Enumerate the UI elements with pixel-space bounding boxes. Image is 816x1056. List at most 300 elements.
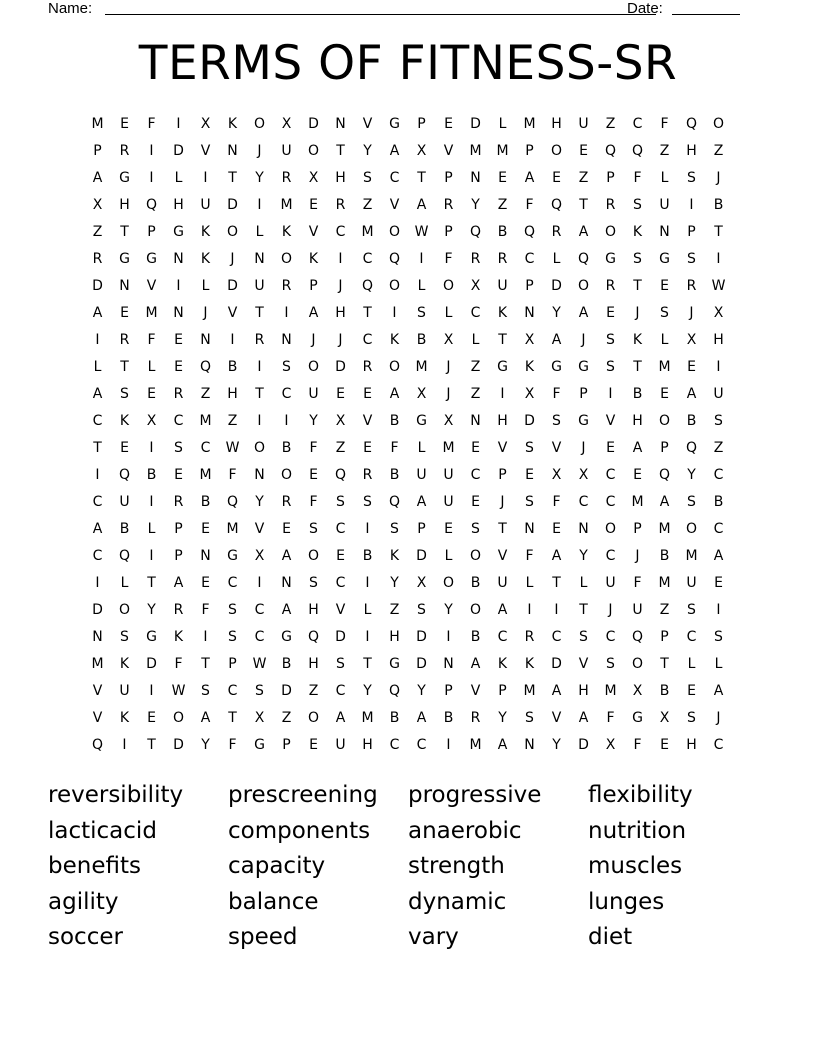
grid-letter: L [471,332,480,348]
grid-letter: S [282,359,291,375]
grid-letter: J [635,548,640,564]
grid-letter: R [362,359,373,375]
grid-letter: H [335,305,346,321]
grid-letter: P [174,521,183,537]
grid-letter: S [174,440,183,456]
grid-letter: H [686,143,697,159]
grid-letter: P [309,278,318,294]
grid-letter: S [228,602,237,618]
grid-letter: T [498,521,507,537]
grid-letter: M [523,116,536,132]
grid-letter: S [120,629,129,645]
grid-letter: S [606,359,615,375]
grid-letter: B [497,224,508,240]
grid-letter: P [444,224,453,240]
grid-letter: T [120,224,129,240]
grid-letter: M [199,413,212,429]
grid-letter: E [120,116,129,132]
grid-letter: J [500,494,505,510]
grid-letter: S [606,332,615,348]
grid-letter: G [173,224,184,240]
grid-letter: T [228,710,237,726]
grid-letter: Y [255,170,264,186]
grid-letter: D [173,737,184,753]
grid-letter: R [335,197,346,213]
grid-letter: T [255,305,264,321]
grid-letter: D [92,602,103,618]
grid-letter: S [363,170,372,186]
grid-letter: R [551,224,562,240]
grid-letter: H [362,737,373,753]
grid-letter: P [687,224,696,240]
grid-letter: E [579,143,588,159]
grid-letter: K [524,359,535,375]
grid-letter: O [307,359,320,375]
grid-letter: Q [226,494,239,510]
grid-letter: T [147,575,156,591]
grid-letter: S [471,521,480,537]
grid-letter: P [93,143,102,159]
grid-letter: I [500,386,505,402]
grid-letter: E [201,575,210,591]
grid-letter: Q [685,440,698,456]
grid-letter: S [687,170,696,186]
grid-letter: N [578,521,589,537]
grid-letter: R [173,602,184,618]
grid-letter: C [470,305,481,321]
grid-letter: L [660,170,669,186]
grid-letter: V [227,305,238,321]
grid-letter: U [308,386,319,402]
name-label: Name: [48,0,93,17]
grid-letter: I [716,602,721,618]
grid-letter: P [660,440,669,456]
grid-letter: C [605,548,616,564]
grid-letter: Z [659,602,670,618]
grid-letter: F [660,116,669,132]
grid-letter: X [659,710,670,726]
grid-letter: F [552,494,561,510]
grid-letter: S [201,683,210,699]
grid-letter: I [149,170,154,186]
grid-letter: O [604,521,617,537]
grid-letter: S [606,656,615,672]
header-line [48,0,748,20]
grid-letter: K [200,251,211,267]
grid-letter: X [632,683,643,699]
grid-letter: H [119,197,130,213]
grid-letter: P [498,467,507,483]
grid-letter: S [390,521,399,537]
grid-letter: T [93,440,102,456]
grid-letter: D [227,197,238,213]
grid-letter: H [308,656,319,672]
grid-letter: Q [91,737,104,753]
grid-letter: J [257,143,262,159]
grid-letter: O [388,359,401,375]
grid-letter: M [442,440,455,456]
grid-letter: A [578,305,589,321]
grid-letter: V [146,278,157,294]
grid-letter: Z [335,440,346,456]
grid-letter: M [604,683,617,699]
grid-letter: X [605,737,616,753]
grid-letter: C [254,629,265,645]
grid-letter: N [254,467,265,483]
grid-letter: A [632,440,643,456]
grid-letter: X [713,305,724,321]
grid-letter: A [497,602,508,618]
grid-letter: O [280,251,293,267]
grid-letter: Q [388,494,401,510]
grid-letter: A [524,170,535,186]
grid-letter: E [363,440,372,456]
grid-letter: E [309,737,318,753]
grid-letter: T [633,278,642,294]
grid-letter: A [686,386,697,402]
grid-letter: S [525,710,534,726]
grid-letter: A [416,494,427,510]
grid-letter: C [389,737,400,753]
grid-letter: G [659,251,670,267]
grid-letter: L [525,575,534,591]
grid-letter: E [120,440,129,456]
grid-letter: I [284,305,289,321]
grid-letter: L [201,278,210,294]
grid-letter: B [470,629,481,645]
grid-letter: C [416,737,427,753]
grid-letter: J [716,710,721,726]
grid-letter: G [389,656,400,672]
grid-letter: R [605,278,616,294]
grid-letter: P [660,629,669,645]
grid-letter: O [550,143,563,159]
grid-letter: J [716,170,721,186]
grid-letter: L [417,278,426,294]
grid-letter: B [713,494,724,510]
word-list-item: vary [408,924,459,951]
grid-letter: N [524,737,535,753]
grid-letter: B [632,386,643,402]
grid-letter: F [444,251,453,267]
grid-letter: A [416,710,427,726]
grid-letter: Q [145,197,158,213]
grid-letter: O [172,710,185,726]
grid-letter: H [497,413,508,429]
word-list-item: diet [588,924,633,951]
grid-letter: K [497,305,508,321]
grid-letter: A [578,710,589,726]
grid-letter: X [416,143,427,159]
grid-letter: V [470,683,481,699]
grid-letter: E [336,548,345,564]
grid-letter: S [120,386,129,402]
word-list-item: balance [228,888,319,915]
grid-letter: E [309,197,318,213]
grid-letter: T [363,305,372,321]
grid-letter: Q [577,251,590,267]
grid-letter: Z [227,413,238,429]
grid-letter: Y [417,683,426,699]
grid-letter: U [632,602,643,618]
grid-letter: S [336,494,345,510]
grid-letter: C [605,494,616,510]
grid-letter: C [92,548,103,564]
grid-letter: A [173,575,184,591]
grid-letter: B [200,494,211,510]
grid-letter: N [254,251,265,267]
grid-letter: P [444,683,453,699]
grid-letter: Z [200,386,211,402]
grid-letter: J [446,359,451,375]
grid-letter: T [660,656,669,672]
grid-letter: Q [307,629,320,645]
grid-letter: F [552,386,561,402]
grid-letter: Z [308,683,319,699]
grid-letter: H [308,602,319,618]
grid-letter: L [444,305,453,321]
grid-letter: H [632,413,643,429]
grid-letter: A [92,521,103,537]
grid-letter: P [174,548,183,564]
grid-letter: A [389,143,400,159]
grid-letter: V [497,440,508,456]
grid-letter: O [469,602,482,618]
grid-letter: V [362,116,373,132]
grid-letter: F [633,737,642,753]
grid-letter: M [226,521,239,537]
grid-letter: Z [362,197,373,213]
grid-letter: R [686,278,697,294]
grid-letter: O [388,278,401,294]
grid-letter: I [95,575,100,591]
grid-letter: Y [579,548,588,564]
grid-letter: Z [92,224,103,240]
grid-letter: T [633,359,642,375]
grid-letter: O [307,710,320,726]
grid-letter: A [389,386,400,402]
grid-letter: T [147,737,156,753]
grid-letter: Q [631,629,644,645]
grid-letter: S [417,602,426,618]
grid-letter: F [309,494,318,510]
grid-letter: B [281,440,292,456]
grid-letter: N [281,575,292,591]
grid-letter: G [119,251,130,267]
grid-letter: N [119,278,130,294]
grid-letter: V [92,710,103,726]
grid-letter: Z [389,602,400,618]
grid-letter: A [281,548,292,564]
grid-letter: I [203,170,208,186]
grid-letter: W [711,278,726,294]
grid-letter: L [444,548,453,564]
word-list-item: soccer [48,924,123,951]
grid-letter: M [91,656,104,672]
grid-letter: I [257,413,262,429]
grid-letter: Z [578,170,589,186]
grid-letter: H [686,737,697,753]
grid-letter: Q [523,224,536,240]
grid-letter: G [605,251,616,267]
grid-letter: V [578,656,589,672]
grid-letter: C [335,575,346,591]
grid-letter: B [146,467,157,483]
grid-letter: E [660,278,669,294]
grid-letter: L [147,521,156,537]
grid-letter: E [552,170,561,186]
grid-letter: C [605,629,616,645]
grid-letter: D [551,656,562,672]
grid-letter: C [335,224,346,240]
grid-letter: J [689,305,694,321]
grid-letter: R [605,197,616,213]
grid-letter: R [281,494,292,510]
grid-letter: S [525,440,534,456]
grid-letter: E [606,440,615,456]
grid-letter: K [632,224,643,240]
grid-letter: S [309,575,318,591]
grid-letter: E [174,359,183,375]
grid-letter: U [281,143,292,159]
grid-letter: T [120,359,129,375]
grid-letter: L [579,575,588,591]
grid-letter: G [632,710,643,726]
grid-letter: S [714,413,723,429]
grid-letter: Z [713,440,724,456]
grid-letter: M [361,710,374,726]
grid-letter: F [525,548,534,564]
grid-letter: L [174,170,183,186]
grid-letter: A [551,332,562,348]
grid-letter: L [714,656,723,672]
grid-letter: R [92,251,103,267]
grid-letter: W [252,656,267,672]
grid-letter: X [254,710,265,726]
grid-letter: C [713,467,724,483]
grid-letter: S [687,494,696,510]
grid-letter: G [254,737,265,753]
grid-letter: B [470,575,481,591]
grid-letter: B [227,359,238,375]
grid-letter: K [524,656,535,672]
grid-letter: F [606,710,615,726]
grid-letter: I [527,602,532,618]
grid-letter: M [631,494,644,510]
letter-grid [84,111,732,759]
grid-letter: X [146,413,157,429]
grid-letter: U [497,278,508,294]
grid-letter: L [552,251,561,267]
grid-letter: C [335,683,346,699]
grid-letter: V [551,440,562,456]
grid-letter: V [497,548,508,564]
grid-letter: N [335,116,346,132]
grid-letter: S [687,710,696,726]
grid-letter: L [687,656,696,672]
grid-letter: S [687,602,696,618]
grid-letter: X [416,575,427,591]
grid-letter: A [200,710,211,726]
grid-letter: U [713,386,724,402]
grid-letter: P [525,143,534,159]
grid-letter: A [416,197,427,213]
grid-letter: H [335,170,346,186]
grid-letter: G [551,359,562,375]
grid-letter: J [203,305,208,321]
grid-letter: C [686,629,697,645]
grid-letter: K [632,332,643,348]
grid-letter: A [281,602,292,618]
grid-letter: C [713,521,724,537]
grid-letter: E [147,710,156,726]
grid-letter: Y [471,197,480,213]
grid-letter: H [713,332,724,348]
grid-letter: L [498,116,507,132]
grid-letter: C [227,575,238,591]
grid-letter: U [335,737,346,753]
grid-letter: V [308,224,319,240]
grid-letter: I [716,359,721,375]
word-list-item: flexibility [588,782,693,808]
grid-letter: Q [334,467,347,483]
grid-letter: E [444,521,453,537]
word-list-item: dynamic [408,888,507,915]
grid-letter: S [309,521,318,537]
grid-letter: I [365,629,370,645]
grid-letter: O [253,440,266,456]
grid-letter: A [92,386,103,402]
grid-letter: S [255,683,264,699]
word-list-item: anaerobic [408,817,522,844]
grid-letter: E [174,332,183,348]
grid-letter: K [119,710,130,726]
word-list-item: agility [48,888,119,915]
grid-letter: V [605,413,616,429]
grid-letter: O [307,143,320,159]
grid-letter: R [281,170,292,186]
word-list-item: reversibility [48,782,184,808]
grid-letter: J [635,305,640,321]
grid-letter: O [604,224,617,240]
grid-letter: S [336,656,345,672]
grid-letter: D [227,278,238,294]
grid-letter: L [93,359,102,375]
grid-letter: Z [281,710,292,726]
grid-letter: N [92,629,103,645]
grid-letter: V [254,521,265,537]
grid-letter: Z [497,197,508,213]
grid-letter: V [551,710,562,726]
grid-letter: R [281,278,292,294]
word-list-item: lacticacid [48,817,157,844]
grid-letter: K [308,251,319,267]
grid-letter: N [470,413,481,429]
grid-letter: F [201,602,210,618]
grid-letter: J [338,332,343,348]
grid-letter: B [416,332,427,348]
grid-letter: D [173,143,184,159]
grid-letter: I [203,629,208,645]
grid-letter: R [497,251,508,267]
grid-letter: K [281,224,292,240]
grid-letter: D [92,278,103,294]
grid-letter: M [658,521,671,537]
grid-letter: F [525,197,534,213]
grid-letter: P [417,116,426,132]
grid-letter: D [524,413,535,429]
word-list-item: components [228,817,371,844]
